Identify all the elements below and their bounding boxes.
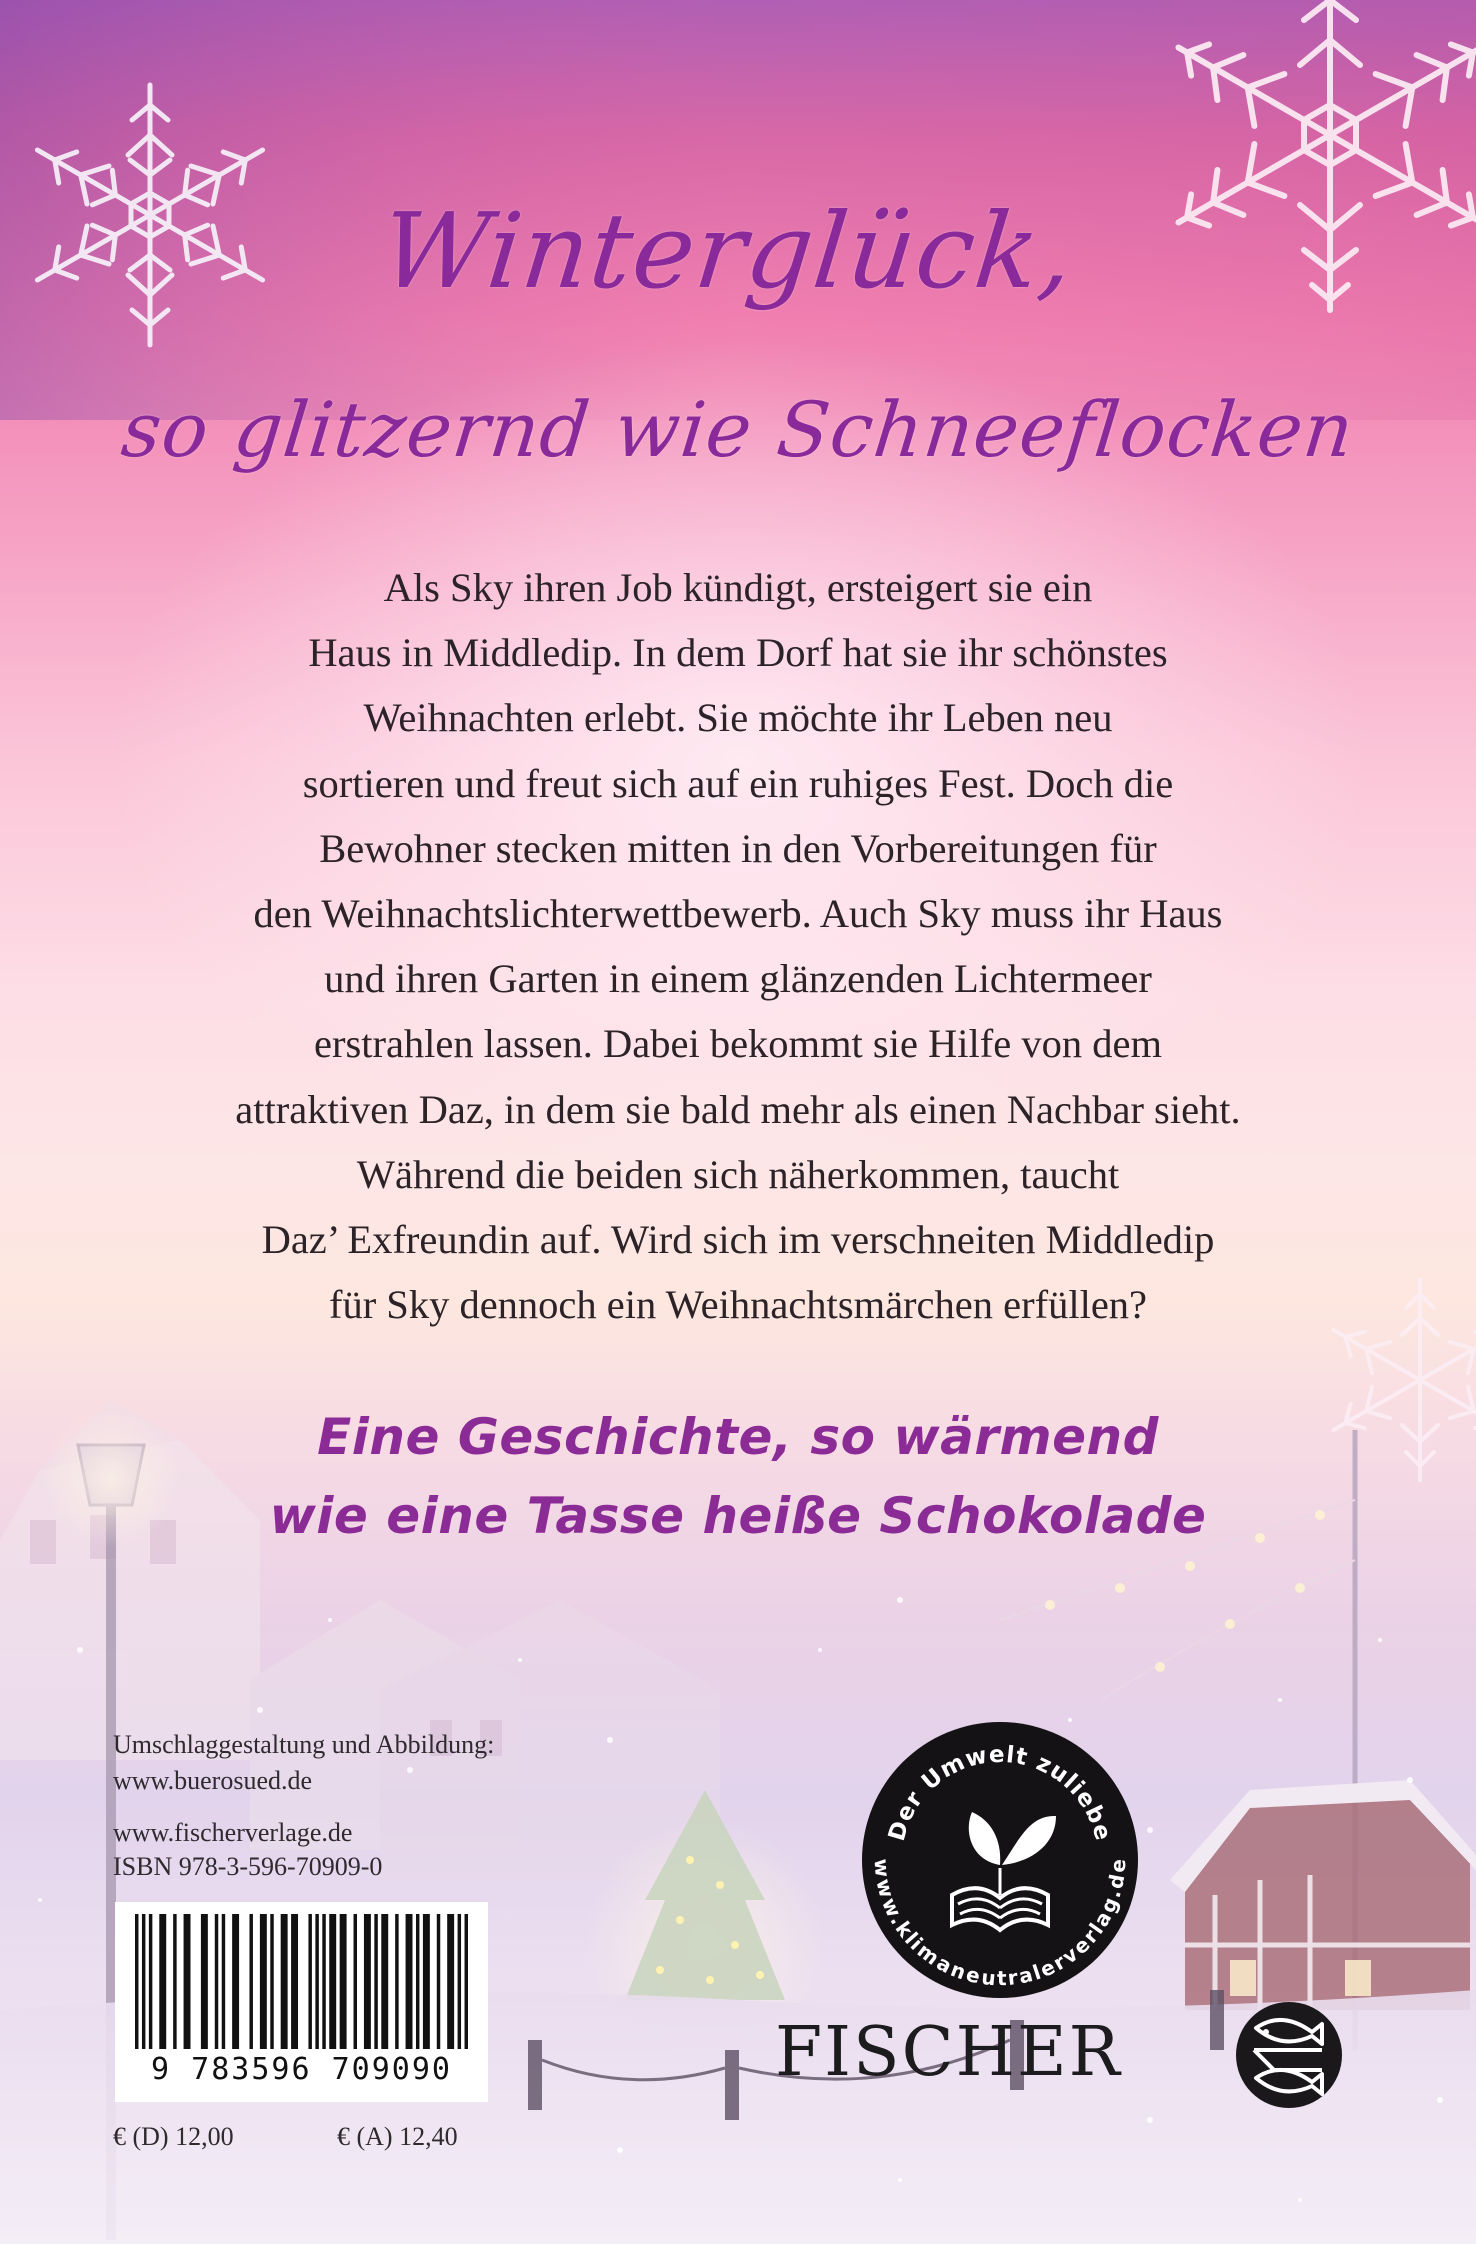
price-austria: € (A) 12,40 — [337, 2122, 458, 2151]
barcode-bar — [329, 1914, 336, 2049]
barcode-bar — [395, 1914, 398, 2049]
barcode-bar — [381, 1914, 388, 2049]
blurb-line: für Sky dennoch ein Weihnachtsmärchen erfüllen? — [328, 1282, 1148, 1328]
barcode-bar — [149, 1914, 152, 2049]
publisher-logo-text: FISCHER — [775, 2013, 1122, 2092]
barcode-bar — [142, 1914, 145, 2049]
barcode-bar — [308, 1914, 311, 2049]
blurb-line: Als Sky ihren Job kündigt, ersteigert sie ein — [383, 565, 1093, 610]
barcode-bar — [159, 1914, 166, 2049]
barcode-bar — [374, 1914, 377, 2049]
publisher-url: www.fischerverlage.de — [113, 1818, 353, 1847]
badge-bottom-text: www.klimaneutralerverlag.de — [869, 1857, 1131, 1991]
climate-neutral-badge — [860, 1720, 1140, 2000]
barcode-bar — [364, 1914, 371, 2049]
blurb-line: Weihnachten erlebt. Sie möchte ihr Leben neu — [363, 695, 1113, 741]
price-germany: € (D) 12,00 — [113, 2122, 234, 2151]
barcode-bar — [354, 1914, 357, 2049]
blurb-line: attraktiven Daz, in dem sie bald mehr als einen Nachbar sieht. — [235, 1086, 1241, 1132]
barcode-bar — [260, 1914, 267, 2049]
blurb-line: Während die beiden sich näherkommen, taucht — [356, 1151, 1120, 1197]
barcode-bar — [437, 1914, 440, 2049]
cover-credit-label: Umschlaggestaltung und Abbildung: — [113, 1730, 495, 1759]
barcode-bar — [184, 1914, 191, 2049]
barcode-bar — [315, 1914, 318, 2049]
blurb-line: und ihren Garten in einem glänzenden Lichtermeer — [324, 956, 1152, 1002]
barcode-bar — [232, 1914, 239, 2049]
blurb-line: Bewohner stecken mitten in den Vorbereitungen für — [319, 825, 1157, 871]
blurb-text — [100, 555, 1376, 1337]
tagline-line-2: wie eine Tasse heiße Schokolade — [269, 1487, 1207, 1545]
barcode-bar — [201, 1914, 208, 2049]
blurb-line: Haus in Middledip. In dem Dorf hat sie ihr schönstes — [308, 630, 1168, 676]
blurb-line: sortieren und freut sich auf ein ruhiges Fest. Doch die — [302, 760, 1174, 806]
badge-top-text: Der Umwelt zuliebe — [883, 1741, 1117, 1844]
barcode-bar — [458, 1914, 461, 2049]
three-fish-logo-icon — [1234, 2000, 1344, 2110]
barcode — [115, 1902, 488, 2102]
barcode-bar — [340, 1914, 347, 2049]
blurb-line: den Weihnachtslichterwettbewerb. Auch Sky muss ihr Haus — [253, 891, 1223, 937]
barcode-bar — [215, 1914, 218, 2049]
blurb-line: Daz’ Exfreundin auf. Wird sich im verschneiten Middledip — [261, 1217, 1215, 1263]
tagline-line-1: Eine Geschichte, so wärmend — [317, 1408, 1159, 1466]
barcode-bars — [135, 1914, 468, 2049]
isbn: ISBN 978-3-596-70909-0 — [113, 1852, 383, 1881]
title-line-1: Winterglück, — [375, 190, 1081, 312]
barcode-bar — [249, 1914, 252, 2049]
barcode-bar — [465, 1914, 468, 2049]
barcode-bar — [281, 1914, 288, 2049]
barcode-bar — [322, 1914, 325, 2049]
barcode-bar — [222, 1914, 225, 2049]
barcode-bar — [173, 1914, 176, 2049]
title-line-2: so glitzernd wie Schneeflocken — [117, 385, 1359, 474]
barcode-bar — [135, 1914, 138, 2049]
barcode-bar — [416, 1914, 419, 2049]
barcode-bar — [447, 1914, 454, 2049]
barcode-bar — [423, 1914, 430, 2049]
cover-credit-url: www.buerosued.de — [113, 1766, 313, 1795]
timbered-house — [1170, 1780, 1476, 2010]
barcode-bar — [406, 1914, 413, 2049]
barcode-bar — [270, 1914, 273, 2049]
barcode-bar — [291, 1914, 298, 2049]
barcode-digits: 9 783596 709090 — [151, 2052, 452, 2087]
blurb-line: erstrahlen lassen. Dabei bekommt sie Hilfe von dem — [313, 1021, 1162, 1067]
